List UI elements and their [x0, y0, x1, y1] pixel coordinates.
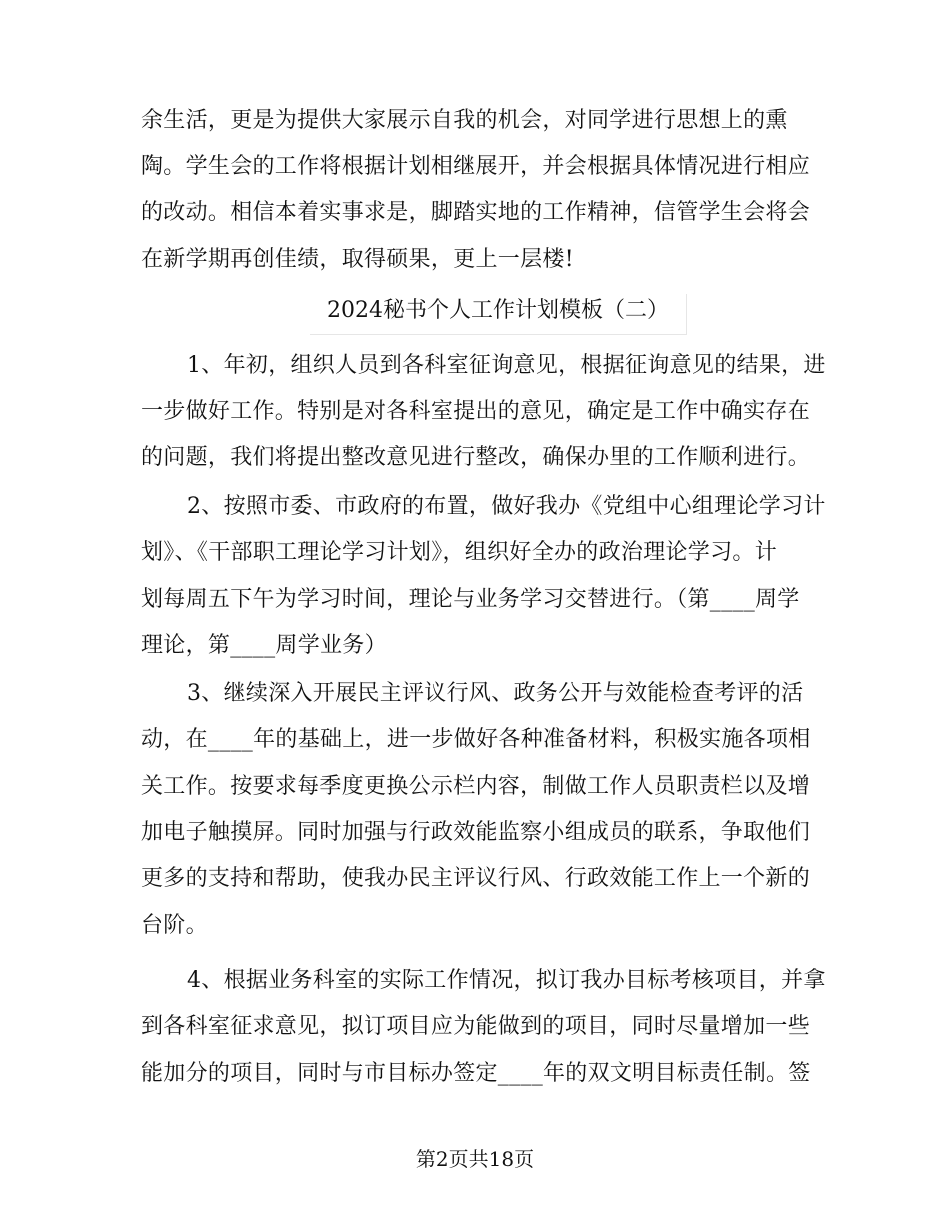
- page-number-footer: 第2页共18页: [415, 1147, 535, 1171]
- body-text-line: 1、年初，组织人员到各科室征询意见，根据征询意见的结果，进: [187, 353, 826, 378]
- body-text-line: 陶。学生会的工作将根据计划相继展开，并会根据具体情况进行相应: [141, 154, 811, 179]
- body-text-line: 余生活，更是为提供大家展示自我的机会，对同学进行思想上的熏: [141, 108, 788, 133]
- body-text-line: 2、按照市委、市政府的布置，做好我办《党组中心组理论学习计: [187, 494, 826, 519]
- body-text-line: 3、继续深入开展民主评议行风、政务公开与效能检查考评的活: [187, 681, 804, 706]
- section-title: 2024秘书个人工作计划模板（二）: [310, 294, 687, 335]
- body-text-line: 划每周五下午为学习时间，理论与业务学习交替进行。（第____周学: [141, 587, 800, 612]
- body-text-line: 理论，第____周学业务）: [141, 633, 387, 658]
- body-text-line: 动，在____年的基础上，进一步做好各种准备材料，积极实施各项相: [141, 727, 811, 752]
- body-text-line: 在新学期再创佳绩，取得硕果，更上一层楼!: [141, 247, 574, 272]
- body-text-line: 4、根据业务科室的实际工作情况，拟订我办目标考核项目，并拿: [187, 968, 826, 993]
- body-text-line: 到各科室征求意见，拟订项目应为能做到的项目，同时尽量增加一些: [141, 1014, 811, 1039]
- body-text-line: 关工作。按要求每季度更换公示栏内容，制做工作人员职责栏以及增: [141, 774, 811, 799]
- body-text-line: 一步做好工作。特别是对各科室提出的意见，确定是工作中确实存在: [141, 399, 811, 424]
- body-text-line: 台阶。: [141, 913, 208, 938]
- body-text-line: 加电子触摸屏。同时加强与行政效能监察小组成员的联系，争取他们: [141, 820, 811, 845]
- body-text-line: 划》、《干部职工理论学习计划》，组织好全办的政治理论学习。计: [141, 540, 778, 565]
- body-text-line: 的问题，我们将提出整改意见进行整改，确保办里的工作顺利进行。: [141, 445, 811, 470]
- body-text-line: 更多的支持和帮助，使我办民主评议行风、行政效能工作上一个新的: [141, 866, 811, 891]
- body-text-line: 的改动。相信本着实事求是，脚踏实地的工作精神，信管学生会将会: [141, 200, 811, 225]
- body-text-line: 能加分的项目，同时与市目标办签定____年的双文明目标责任制。签: [141, 1061, 811, 1086]
